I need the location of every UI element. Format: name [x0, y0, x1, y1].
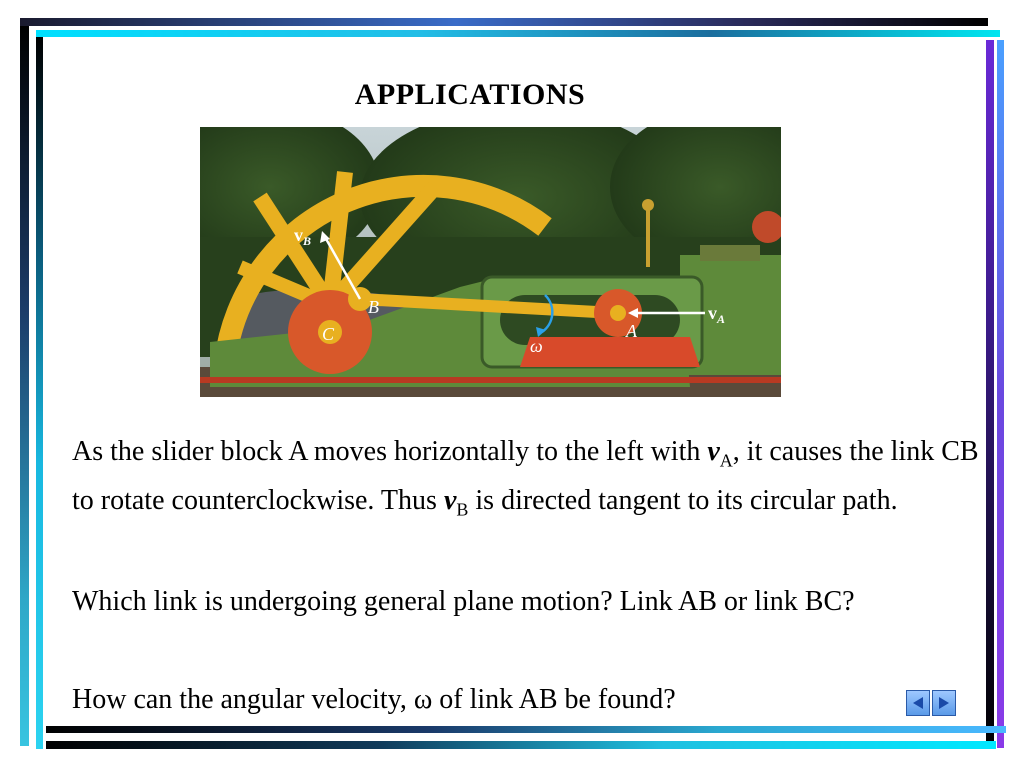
vB-symbol: v — [443, 484, 457, 516]
paragraph-slider-description: As the slider block A moves horizontally to the left with $v_A$, it causes the link CB to rotate counterclockwise. Thus $v_B$ is directed tangent to its circular path. — [72, 436, 979, 520]
photo-B-label: B — [368, 297, 379, 317]
photo-C-label: C — [322, 324, 335, 344]
vA-symbol: v — [707, 436, 720, 467]
frame-right-dark-bar — [986, 40, 994, 748]
engine-photo — [200, 127, 781, 397]
frame-left-dark-bar — [20, 26, 29, 746]
frame-bottom-cyan-bar — [46, 741, 996, 749]
paragraph-question-general-plane-motion: Which link is undergoing general plane motion? Link AB or link BC? — [72, 586, 855, 617]
frame-top-cyan-bar — [36, 30, 1000, 37]
photo-vB-label: $v_B$ — [294, 225, 312, 248]
next-slide-button[interactable] — [932, 690, 956, 716]
frame-bottom-dark-bar — [46, 726, 1006, 733]
frame-right-blue-bar — [997, 40, 1004, 748]
frame-left-cyan-bar — [36, 37, 43, 749]
frame-top-dark-bar — [20, 18, 988, 26]
triangle-right-icon — [937, 695, 951, 711]
prev-slide-button[interactable] — [906, 690, 930, 716]
photo-vA-label: $v_A$ — [708, 303, 726, 326]
slide-navigation — [906, 690, 956, 716]
slide-title: APPLICATIONS — [354, 78, 586, 111]
photo-omega-label: ω — [530, 336, 543, 356]
triangle-left-icon — [911, 695, 925, 711]
photo-A-label: A — [626, 321, 637, 341]
paragraph-question-angular-velocity: How can the angular velocity, ω of link AB be found? — [72, 684, 676, 715]
